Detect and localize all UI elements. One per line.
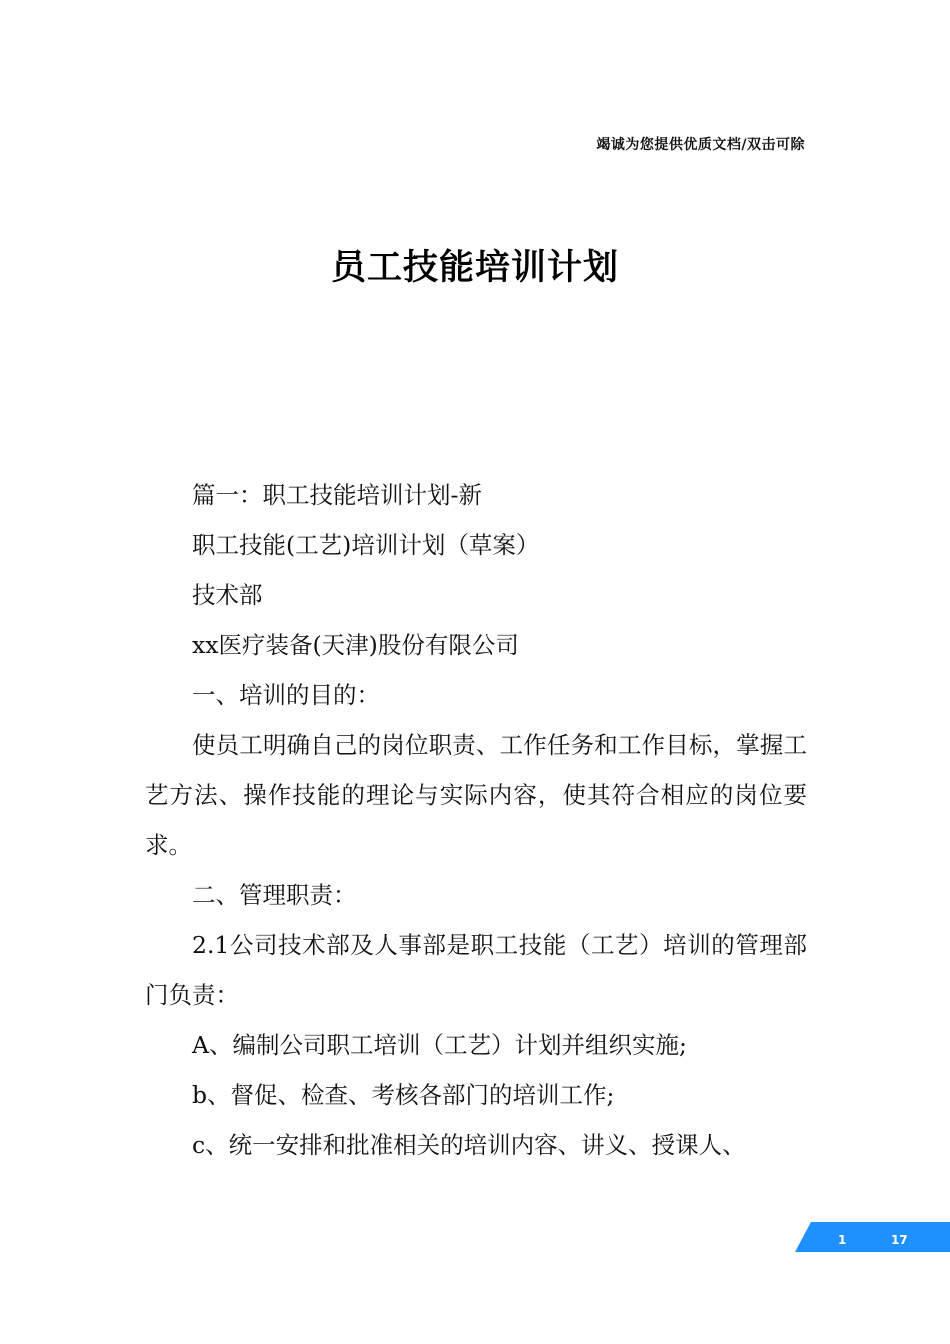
paragraph: 一、培训的目的： bbox=[192, 681, 380, 709]
header-note: 竭诚为您提供优质文档/双击可除 bbox=[596, 137, 805, 153]
paragraph: xx医疗装备(天津)股份有限公司 bbox=[192, 631, 519, 659]
paragraph: c、统一安排和批准相关的培训内容、讲义、授课人、 bbox=[192, 1131, 746, 1159]
document-title: 员工技能培训计划 bbox=[330, 248, 619, 288]
page-number: 1 bbox=[838, 1233, 847, 1247]
paragraph: A、编制公司职工培训（工艺）计划并组织实施; bbox=[192, 1031, 687, 1059]
paragraph: 篇一：职工技能培训计划-新 bbox=[192, 481, 482, 509]
paragraph: 2.1公司技术部及人事部是职工技能（工艺）培训的管理部门负责： bbox=[145, 931, 807, 1009]
page-total: 17 bbox=[891, 1233, 908, 1247]
paragraph: b、督促、检查、考核各部门的培训工作; bbox=[192, 1081, 615, 1109]
paragraph: 使员工明确自己的岗位职责、工作任务和工作目标，掌握工艺方法、操作技能的理论与实际内容，使其符合相应的岗位要求。 bbox=[145, 731, 807, 859]
page-footer-band bbox=[795, 1222, 950, 1252]
paragraph: 职工技能(工艺)培训计划（草案） bbox=[192, 531, 540, 559]
paragraph: 二、管理职责： bbox=[192, 881, 357, 909]
document-body bbox=[145, 470, 807, 1170]
paragraph: 技术部 bbox=[192, 581, 263, 609]
